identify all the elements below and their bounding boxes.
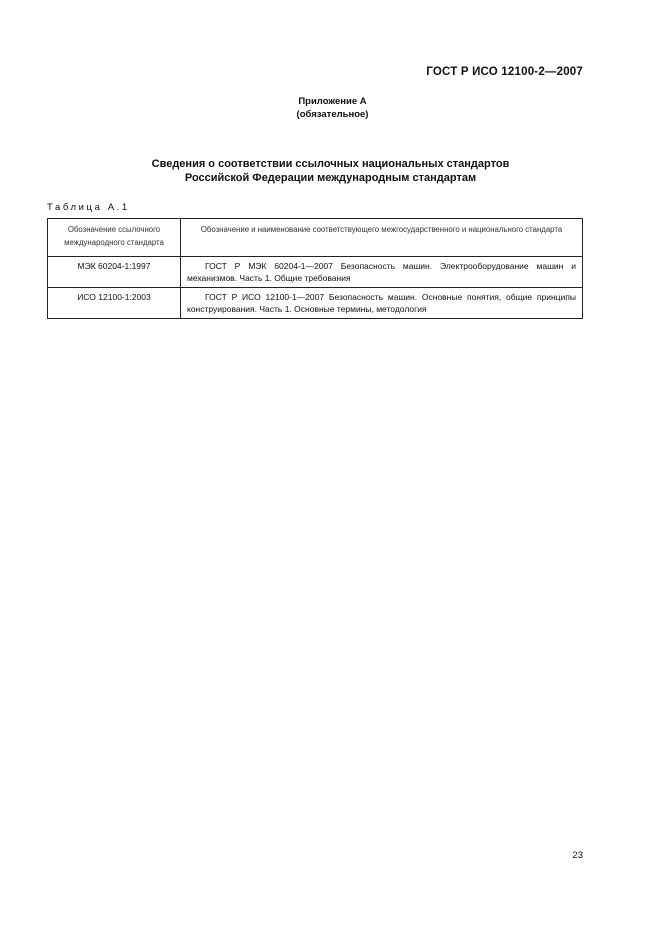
cell-national-standard: ГОСТ Р ИСО 12100-1—2007 Безопасность машин. Основные понятия, общие принципы конструирования. Часть 1. Основные термины, методология bbox=[181, 288, 583, 319]
table-label: Таблица А.1 bbox=[47, 202, 130, 213]
cell-international-standard: МЭК 60204-1:1997 bbox=[48, 257, 181, 288]
section-title-line-1: Сведения о соответствии ссылочных национальных стандартов bbox=[151, 158, 510, 170]
column-header-international: Обозначение ссылочного международного стандарта bbox=[48, 219, 181, 257]
appendix-status: (обязательное) bbox=[296, 109, 369, 120]
document-code: ГОСТ Р ИСО 12100-2—2007 bbox=[426, 66, 583, 78]
page-number: 23 bbox=[572, 850, 583, 861]
appendix-title: Приложение А bbox=[298, 96, 367, 107]
table-row bbox=[48, 288, 583, 319]
section-title bbox=[0, 157, 661, 185]
reference-standards-table bbox=[47, 218, 583, 319]
cell-international-standard: ИСО 12100-1:2003 bbox=[48, 288, 181, 319]
table-row bbox=[48, 257, 583, 288]
cell-national-standard: ГОСТ Р МЭК 60204-1—2007 Безопасность машин. Электрооборудование машин и механизмов. Часть 1. Общие требования bbox=[181, 257, 583, 288]
appendix-heading bbox=[0, 95, 661, 121]
section-title-line-2: Российской Федерации международным стандартам bbox=[184, 172, 477, 184]
table-header-row bbox=[48, 219, 583, 257]
column-header-national: Обозначение и наименование соответствующего межгосударственного и национального стандарта bbox=[181, 219, 583, 257]
